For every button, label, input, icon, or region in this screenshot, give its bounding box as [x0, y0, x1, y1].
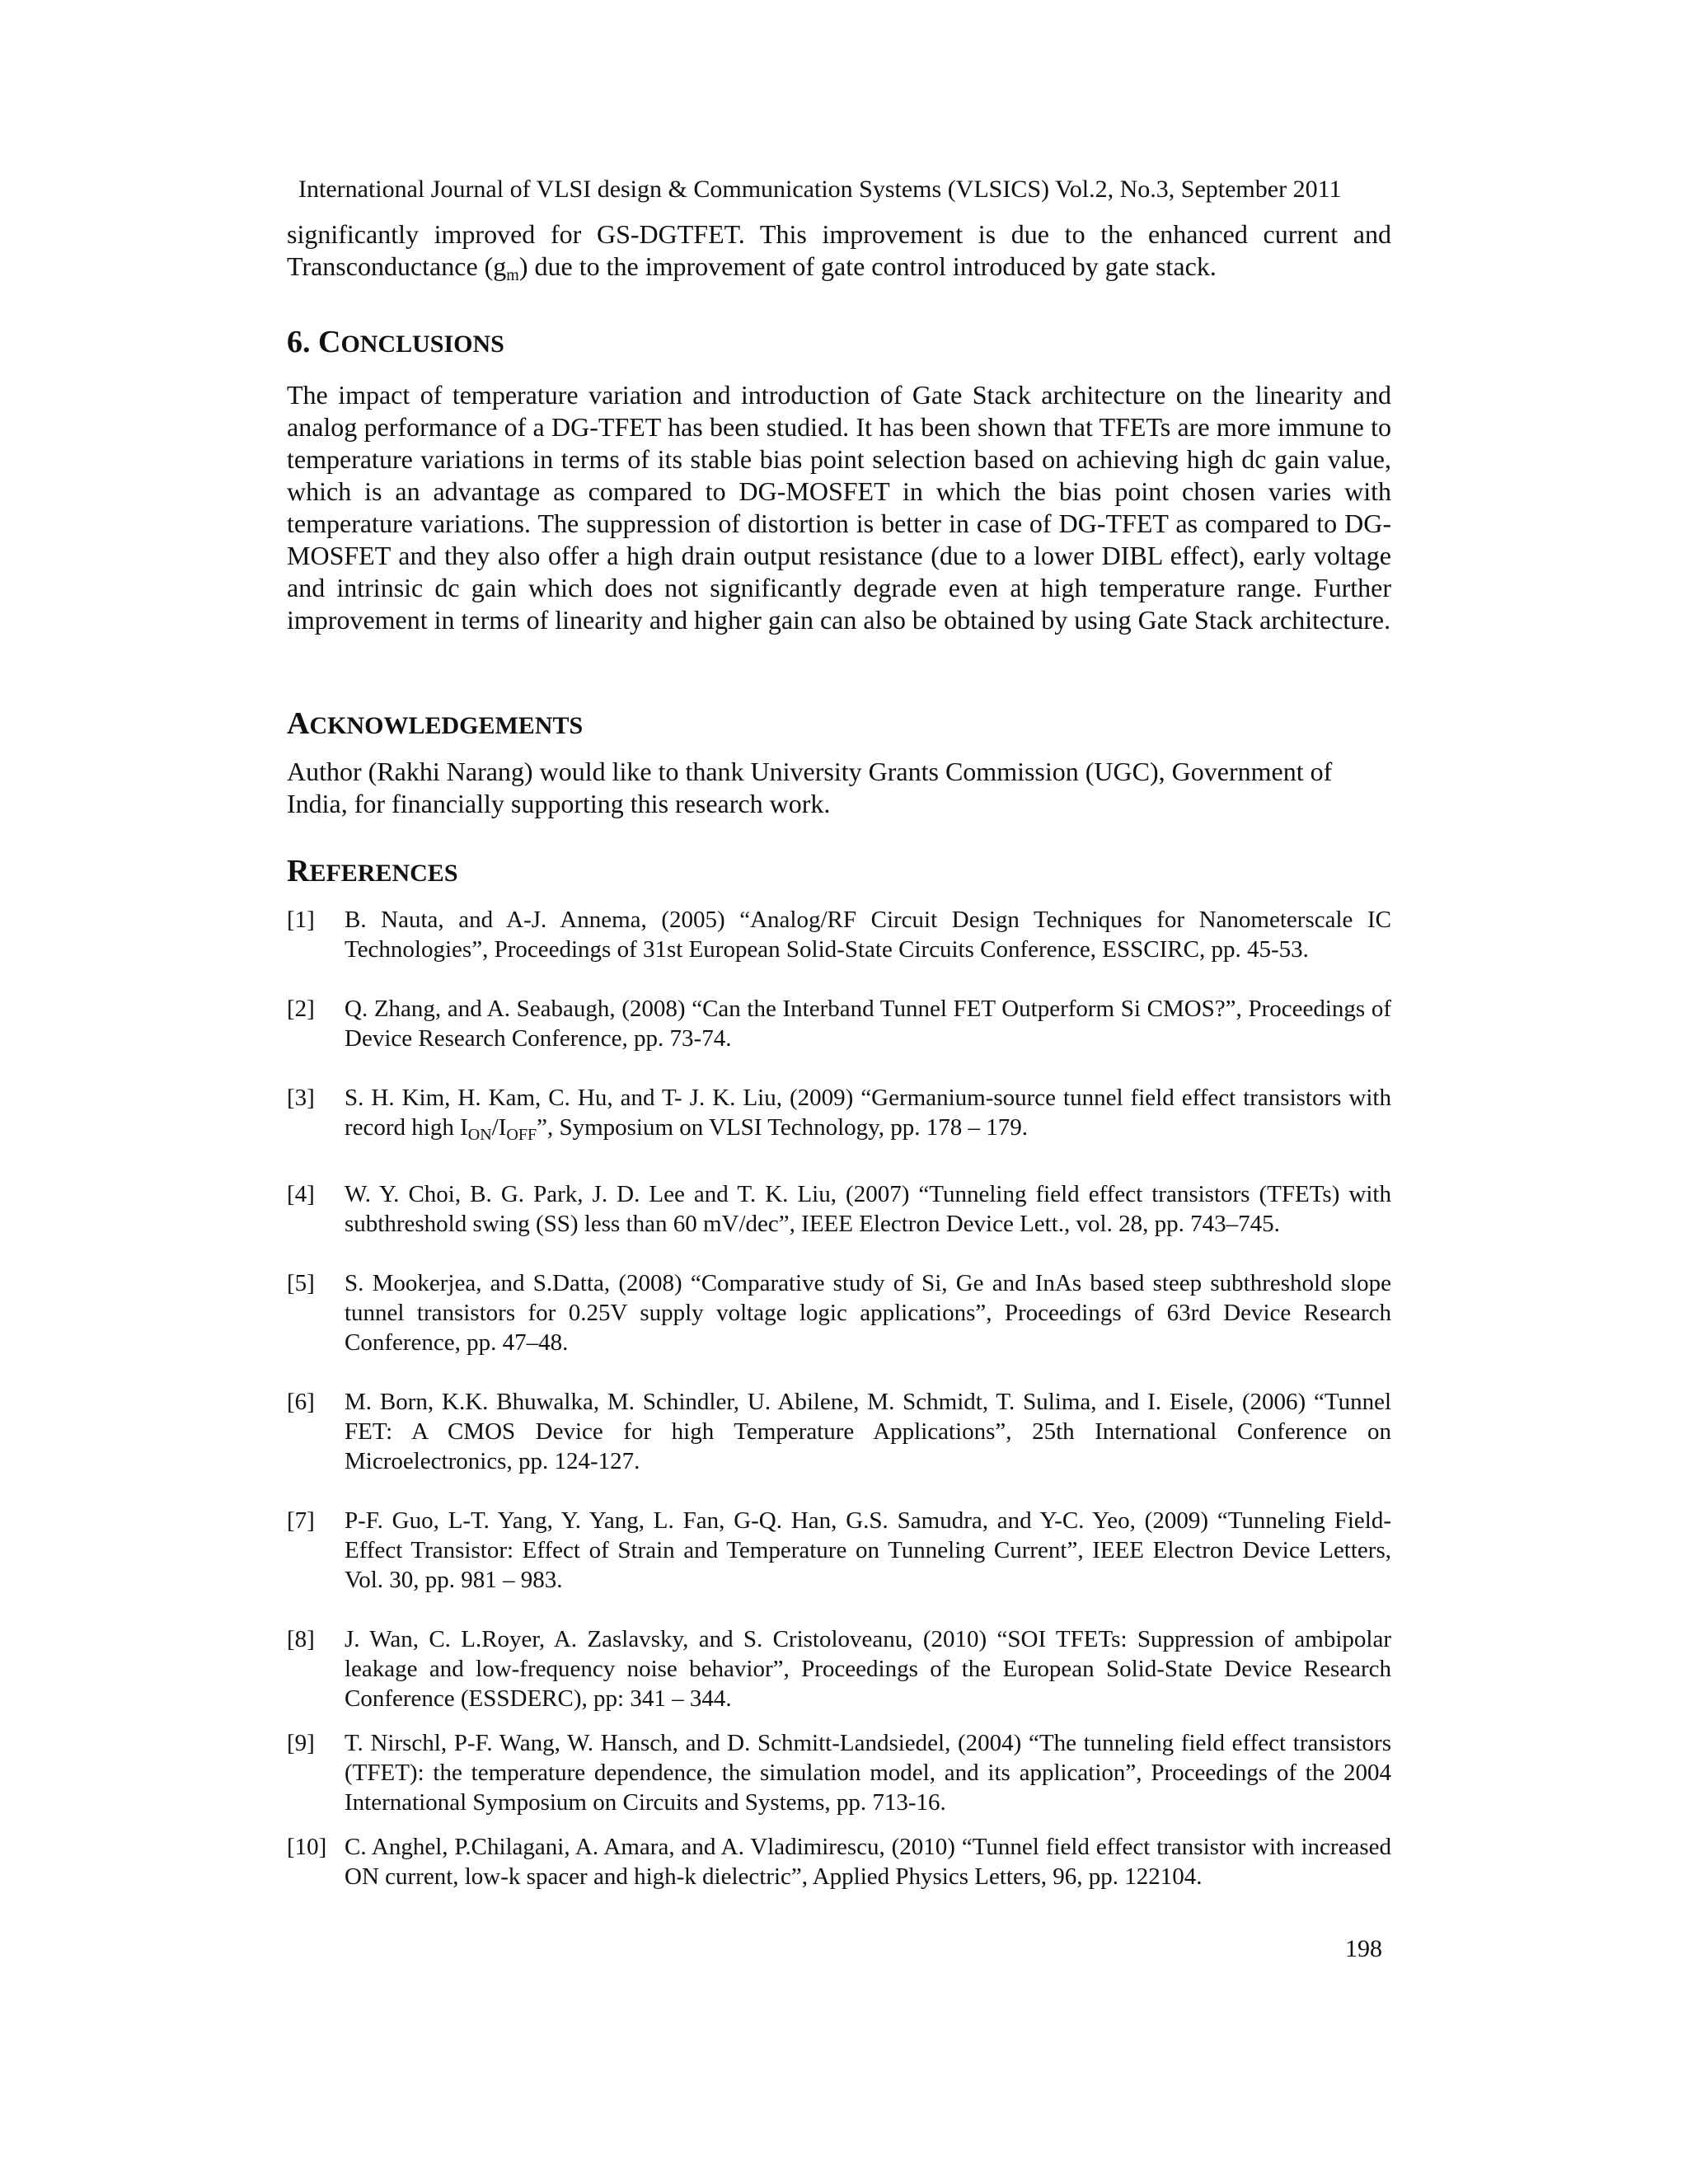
- intro-text-2: ) due to the improvement of gate control introduced by gate stack.: [518, 251, 1217, 281]
- conclusions-text: The impact of temperature variation and introduction of Gate Stack architecture on the linearity and analog performance of a DG-TFET has been studied. It has been shown that TFETs are more immune to temperature variations in terms of its stable bias point selection based on achieving high dc gain value, which is an advantage as compared to DG-MOSFET in which the bias point chosen varies with temperature variations. The suppression of distortion is better in case of DG-TFET as compared to DG-MOSFET and they also offer a high drain output resistance (due to a lower DIBL effect), early voltage and intrinsic dc gain which does not significantly degrade even at high temperature range. Further improvement in terms of linearity and higher gain can also be obtained by using Gate Stack architecture.: [287, 380, 1391, 635]
- reference-text-c: ”, Symposium on VLSI Technology, pp. 178 – 179.: [537, 1114, 1029, 1141]
- conclusions-heading-initial: C: [318, 325, 341, 359]
- page-number: 198: [1345, 1935, 1382, 1962]
- reference-item: [287, 1832, 1391, 1891]
- conclusions-paragraph: [287, 379, 1391, 636]
- reference-text: B. Nauta, and A-J. Annema, (2005) “Analog/RF Circuit Design Techniques for Nanometerscale IC Technologies”, Proceedings of 31st European Solid-State Circuits Conference, ESSCIRC, pp. 45-53.: [345, 907, 1391, 963]
- reference-item: [287, 1728, 1391, 1817]
- reference-item: [287, 1506, 1391, 1595]
- reference-list: [287, 905, 1391, 1906]
- reference-subscript-on: ON: [467, 1126, 492, 1144]
- conclusions-heading: [287, 324, 504, 360]
- reference-text: Q. Zhang, and A. Seabaugh, (2008) “Can the Interband Tunnel FET Outperform Si CMOS?”, Proceedings of Device Research Conference, pp. 73-74.: [345, 996, 1391, 1052]
- running-header: International Journal of VLSI design & Communication Systems (VLSICS) Vol.2, No.3, September 2011: [298, 176, 1342, 203]
- intro-subscript: m: [506, 266, 519, 284]
- reference-number: [8]: [287, 1626, 315, 1652]
- reference-item: [287, 905, 1391, 964]
- reference-number: [6]: [287, 1389, 315, 1415]
- intro-paragraph: [287, 218, 1391, 292]
- reference-number: [7]: [287, 1507, 315, 1534]
- reference-number: [10]: [287, 1834, 327, 1860]
- reference-number: [4]: [287, 1181, 315, 1207]
- references-heading-rest: EFERENCES: [309, 860, 458, 887]
- reference-text: S. Mookerjea, and S.Datta, (2008) “Comparative study of Si, Ge and InAs based steep subthreshold slope tunnel transistors for 0.25V supply voltage logic applications”, Proceedings of 63rd Device Research Conference, pp. 47–48.: [345, 1270, 1391, 1356]
- reference-item: [287, 994, 1391, 1053]
- reference-number: [3]: [287, 1085, 315, 1111]
- intro-text-1: significantly improved for GS-DGTFET. This improvement is due to the enhanced current and Transconductance (g: [287, 219, 1391, 281]
- reference-item: [287, 1624, 1391, 1713]
- references-heading-initial: R: [287, 854, 310, 888]
- reference-text: T. Nirschl, P-F. Wang, W. Hansch, and D. Schmitt-Landsiedel, (2004) “The tunneling field effect transistors (TFET): the temperature dependence, the simulation model, and its application”, Proceedings of the 2004 International Symposium on Circuits and Systems, pp. 713-16.: [345, 1730, 1391, 1816]
- reference-text: C. Anghel, P.Chilagani, A. Amara, and A. Vladimirescu, (2010) “Tunnel field effect transistor with increased ON current, low-k spacer and high-k dielectric”, Applied Physics Letters, 96, pp. 122104.: [345, 1834, 1391, 1890]
- reference-text: P-F. Guo, L-T. Yang, Y. Yang, L. Fan, G-Q. Han, G.S. Samudra, and Y-C. Yeo, (2009) “Tunneling Field-Effect Transistor: Effect of Strain and Temperature on Tunneling Current”, IEEE Electron Device Letters, Vol. 30, pp. 981 – 983.: [345, 1507, 1391, 1593]
- reference-text-b: /I: [491, 1114, 507, 1141]
- reference-item: [287, 1179, 1391, 1239]
- acknowledgements-heading-initial: A: [287, 706, 310, 741]
- conclusions-heading-number: 6.: [287, 325, 318, 359]
- reference-number: [2]: [287, 996, 315, 1022]
- reference-number: [9]: [287, 1730, 315, 1756]
- acknowledgements-heading-rest: CKNOWLEDGEMENTS: [309, 712, 584, 739]
- acknowledgements-heading: [287, 705, 583, 742]
- reference-item: [287, 1387, 1391, 1476]
- conclusions-heading-rest: ONCLUSIONS: [340, 330, 504, 358]
- reference-number: [1]: [287, 907, 315, 933]
- references-heading: [287, 853, 458, 889]
- reference-number: [5]: [287, 1270, 315, 1296]
- reference-text: W. Y. Choi, B. G. Park, J. D. Lee and T. K. Liu, (2007) “Tunneling field effect transistors (TFETs) with subthreshold swing (SS) less than 60 mV/dec”, IEEE Electron Device Lett., vol. 28, pp. 743–745.: [345, 1181, 1391, 1237]
- acknowledgements-paragraph: [287, 756, 1375, 820]
- reference-item: [287, 1268, 1391, 1357]
- acknowledgements-text: Author (Rakhi Narang) would like to thank University Grants Commission (UGC), Government of India, for financially supporting this research work.: [287, 757, 1333, 818]
- reference-item: [287, 1083, 1391, 1150]
- reference-text: J. Wan, C. L.Royer, A. Zaslavsky, and S. Cristoloveanu, (2010) “SOI TFETs: Suppression of ambipolar leakage and low-frequency noise behavior”, Proceedings of the European Solid-State Device Research Conference (ESSDERC), pp: 341 – 344.: [345, 1626, 1391, 1712]
- reference-text: M. Born, K.K. Bhuwalka, M. Schindler, U. Abilene, M. Schmidt, T. Sulima, and I. Eisele, (2006) “Tunnel FET: A CMOS Device for high Temperature Applications”, 25th International Conference on Microelectronics, pp. 124-127.: [345, 1389, 1391, 1474]
- reference-subscript-off: OFF: [506, 1126, 537, 1144]
- reference-text-a: S. H. Kim, H. Kam, C. Hu, and T- J. K. Liu, (2009) “Germanium-source tunnel field effect transistors with record high I: [345, 1085, 1391, 1141]
